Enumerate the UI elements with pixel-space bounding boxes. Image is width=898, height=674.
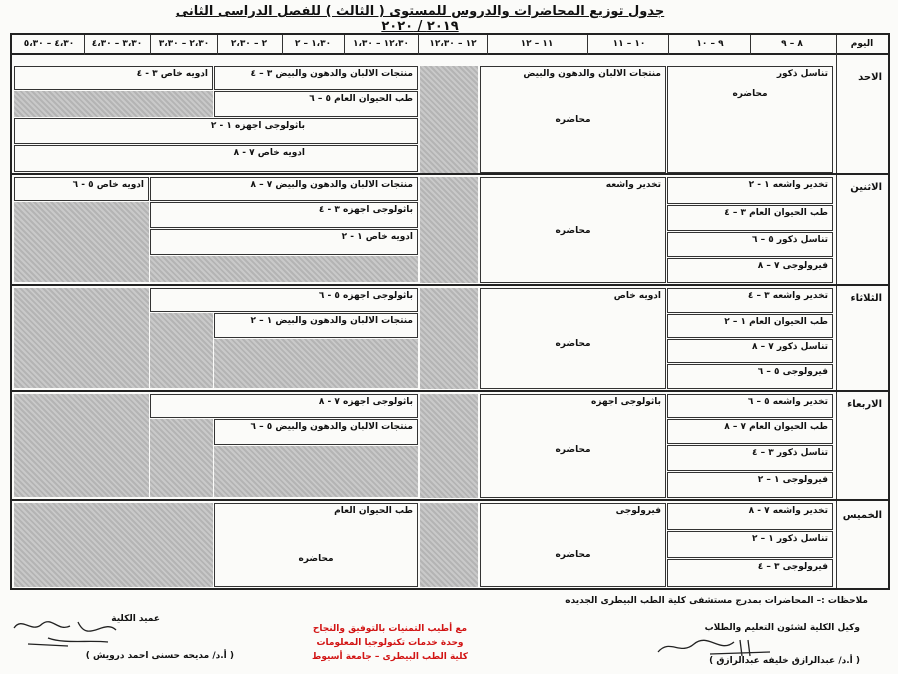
tuesday-pm-a [150, 288, 418, 312]
course-label: فيرولوجى ٧ – ٨ [757, 261, 828, 271]
divider [750, 35, 751, 55]
header-slot-2: ٩ – ١٠ [696, 39, 724, 49]
tuesday-row-3 [667, 339, 833, 363]
dean-name: ( أ.د/ مديحه حسنى احمد درويش ) [85, 651, 234, 661]
course-label: تخدير واشعه ١ - ٢ [748, 180, 828, 190]
divider [344, 35, 345, 55]
course-label: فيرولوجى ٥ – ٦ [757, 367, 828, 377]
course-label: ادويه خاص ٥ - ٦ [72, 180, 144, 190]
lecture-label: محاضره [555, 445, 591, 455]
tuesday-morning-1 [667, 288, 833, 313]
divider [418, 35, 419, 55]
empty-shade [150, 256, 418, 282]
day-separator [12, 499, 888, 501]
header-slot-6: ١٢،٣٠ – ١،٣٠ [352, 39, 410, 49]
empty-shade [214, 446, 418, 497]
dean-title: عميد الكلية [111, 614, 160, 624]
day-column-divider [836, 55, 837, 588]
tuesday-row-2 [667, 314, 833, 338]
monday-pm-c [150, 202, 418, 228]
tuesday-morning-2 [480, 288, 666, 389]
course-label: تناسل ذكور ٣ – ٤ [751, 448, 828, 458]
course-label: فيرولوجى [615, 506, 661, 516]
divider [668, 35, 669, 55]
header-slot-4: ١١ – ١٢ [520, 39, 554, 49]
course-label: ادويه خاص [613, 291, 661, 301]
day-tuesday: الثلاثاء [850, 293, 882, 304]
day-separator [12, 173, 888, 175]
sunday-pm-c [214, 91, 418, 117]
monday-row-4 [667, 258, 833, 283]
lecture-label: محاضره [555, 339, 591, 349]
sunday-morning-1 [667, 66, 833, 173]
day-wednesday: الاربعاء [847, 399, 882, 410]
empty-shade [14, 288, 149, 388]
sunday-morning-2 [480, 66, 666, 173]
header-slot-7: ١،٣٠ – ٢ [294, 39, 332, 49]
day-monday: الاثنين [850, 182, 882, 193]
course-label: باثولوجى اجهزه [591, 397, 661, 407]
monday-pm-a [150, 177, 418, 201]
empty-shade [14, 394, 149, 497]
monday-pm-d [150, 229, 418, 255]
course-label: منتجات الالبان والدهون والبيض ١ – ٢ [250, 316, 413, 326]
vice-dean-title: وكيل الكلية لشئون التعليم والطلاب [704, 623, 860, 633]
empty-shade [14, 503, 213, 587]
course-label: تناسل ذكور ٧ – ٨ [751, 342, 828, 352]
day-thursday: الخميس [842, 510, 882, 521]
wednesday-pm-b [214, 419, 418, 445]
footer-wish: مع أطيب التمنيات بالتوفيق والنجاح [312, 624, 468, 634]
lecture-label: محاضره [298, 554, 334, 564]
monday-row-3 [667, 232, 833, 257]
header-slot-3: ١٠ – ١١ [612, 39, 646, 49]
divider [587, 35, 588, 55]
course-label: ادويه خاص ٣ - ٤ [136, 69, 208, 79]
course-label: طب الحيوان العام ٧ – ٨ [724, 422, 828, 432]
divider [282, 35, 283, 55]
divider [836, 35, 837, 55]
lecture-label: محاضره [555, 550, 591, 560]
monday-row-2 [667, 205, 833, 231]
dean-signature [8, 614, 138, 648]
sunday-pm-e [14, 145, 418, 172]
course-label: طب الحيوان العام [334, 506, 413, 516]
course-label: تناسل ذكور [776, 69, 828, 79]
sunday-pm-a [214, 66, 418, 90]
course-label: باثولوجى اجهزه ٥ - ٦ [318, 291, 413, 301]
empty-shade [214, 339, 418, 388]
tuesday-row-4 [667, 364, 833, 389]
break-shade [420, 66, 478, 173]
wednesday-row-4 [667, 472, 833, 498]
day-separator [12, 390, 888, 392]
header-day-label: اليوم [850, 39, 874, 49]
thursday-row-3 [667, 559, 833, 587]
divider [487, 35, 488, 55]
course-label: منتجات الالبان والدهون والبيض ٣ – ٤ [250, 69, 413, 79]
thursday-row-2 [667, 531, 833, 558]
break-shade [420, 394, 478, 498]
monday-pm-b [14, 177, 149, 201]
footer-faculty: كلية الطب البيطرى – جامعة أسيوط [312, 652, 468, 662]
lecture-label: محاضره [732, 89, 768, 99]
course-label: منتجات الالبان والدهون والبيض [523, 69, 661, 79]
break-shade [420, 288, 478, 389]
course-label: منتجات الالبان والدهون والبيض ٧ – ٨ [250, 180, 413, 190]
header-slot-5: ١٢ – ١٢،٣٠ [429, 39, 477, 49]
empty-shade [150, 419, 213, 497]
wednesday-row-2 [667, 419, 833, 444]
header-slot-8: ٢ – ٢،٣٠ [230, 39, 268, 49]
course-label: طب الحيوان العام ٣ – ٤ [724, 208, 828, 218]
header-slot-1: ٨ – ٩ [781, 39, 803, 49]
course-label: تناسل ذكور ٥ – ٦ [751, 235, 828, 245]
course-label: تخدير واشعه ٥ – ٦ [747, 397, 828, 407]
course-label: منتجات الالبان والدهون والبيض ٥ – ٦ [250, 422, 413, 432]
course-label: طب الحيوان العام ١ – ٢ [724, 317, 828, 327]
header-slot-10: ٣،٣٠ – ٤،٣٠ [91, 39, 143, 49]
footer-unit: وحدة خدمات تكنولوجيا المعلومات [316, 638, 464, 648]
lecture-label: محاضره [555, 226, 591, 236]
break-shade [420, 503, 478, 587]
break-shade [420, 177, 478, 283]
tuesday-pm-b [214, 313, 418, 338]
wednesday-morning-1 [667, 394, 833, 418]
course-label: تخدير واشعه [605, 180, 661, 190]
course-label: طب الحيوان العام ٥ – ٦ [309, 94, 413, 104]
course-label: باثولوجى اجهزه ٣ - ٤ [318, 205, 413, 215]
wednesday-row-3 [667, 445, 833, 471]
monday-morning-2 [480, 177, 666, 283]
empty-shade [150, 313, 213, 388]
course-label: فيرولوجى ٣ – ٤ [757, 562, 828, 572]
wednesday-morning-2 [480, 394, 666, 498]
monday-morning-1 [667, 177, 833, 204]
divider [84, 35, 85, 55]
course-label: باثولوجى اجهزه ٧ - ٨ [318, 397, 413, 407]
sunday-pm-d [14, 118, 418, 144]
header-divider [10, 53, 890, 55]
course-label: تخدير واشعه ٧ - ٨ [748, 506, 828, 516]
course-label: تناسل ذكور ١ – ٢ [751, 534, 828, 544]
thursday-morning-2 [480, 503, 666, 587]
course-label: ادويه خاص ٧ - ٨ [233, 148, 305, 158]
empty-shade [14, 91, 213, 117]
empty-shade [14, 202, 149, 282]
day-sunday: الاحد [858, 72, 882, 83]
header-slot-9: ٢،٣٠ – ٣،٣٠ [158, 39, 210, 49]
thursday-pm-a [214, 503, 418, 587]
sunday-pm-b [14, 66, 213, 90]
course-label: باثولوجى اجهزه ١ - ٢ [210, 121, 305, 131]
day-separator [12, 284, 888, 286]
course-label: ادويه خاص ١ - ٢ [341, 232, 413, 242]
thursday-morning-1 [667, 503, 833, 530]
course-label: تخدير واشعه ٣ – ٤ [747, 291, 828, 301]
vice-dean-name: ( أ.د/ عبدالرازق خليفه عبدالرازق ) [709, 656, 860, 666]
divider [150, 35, 151, 55]
header-slot-11: ٤،٣٠ – ٥،٣٠ [23, 39, 75, 49]
page-title: جدول توزيع المحاضرات والدروس للمستوى ( الثالث ) للفصل الدراسى الثانى ٢٠١٩ / ٢٠٢٠ [175, 4, 665, 34]
course-label: فيرولوجى ١ – ٢ [757, 475, 828, 485]
wednesday-pm-a [150, 394, 418, 418]
divider [217, 35, 218, 55]
lecture-label: محاضره [555, 115, 591, 125]
footer-note: ملاحظات :– المحاضرات بمدرج مستشفى كلية الطب البيطرى الجديده [565, 596, 868, 606]
